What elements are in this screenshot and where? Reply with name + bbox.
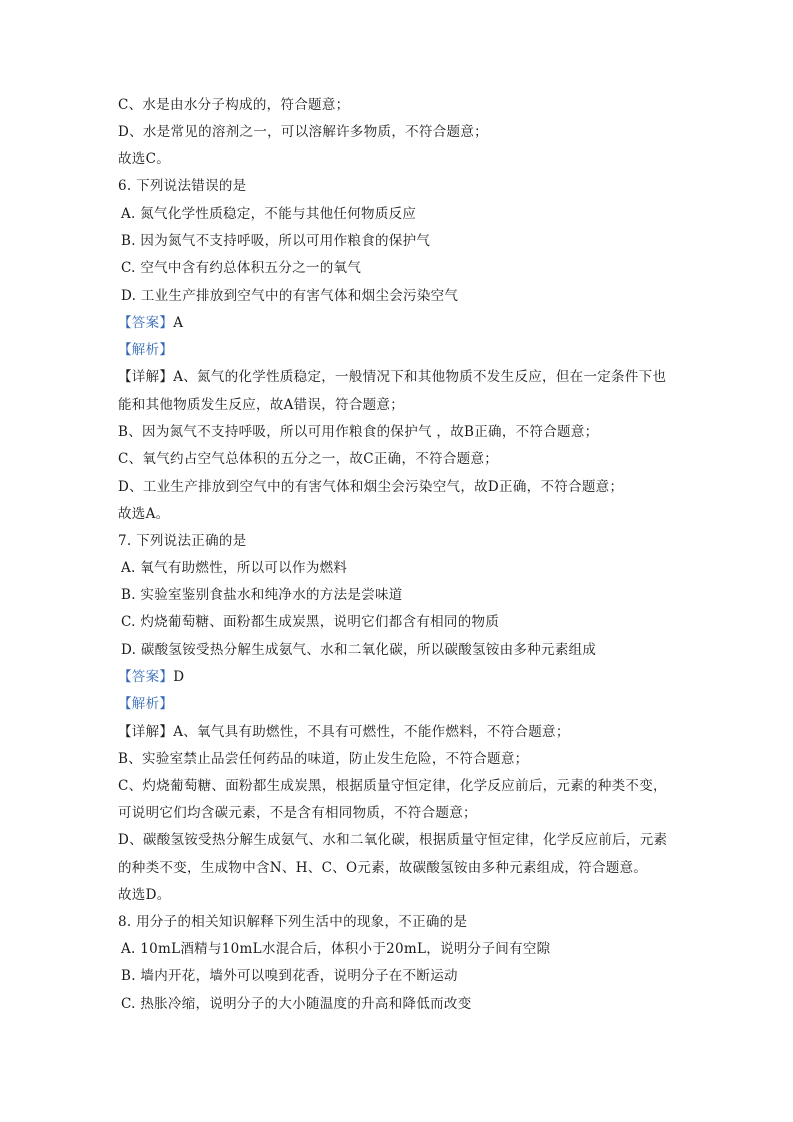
question-6-option-b: B. 因为氮气不支持呼吸，所以可用作粮食的保护气 xyxy=(121,233,431,249)
question-8-option-a: A. 10mL酒精与10mL水混合后，体积小于20mL，说明分子间有空隙 xyxy=(121,941,551,957)
question-8-stem: 8. 用分子的相关知识解释下列生活中的现象，不正确的是 xyxy=(118,914,468,930)
question-6-stem: 6. 下列说法错误的是 xyxy=(118,178,247,194)
analysis-line xyxy=(118,694,173,714)
explanation-tag: 【详解】 xyxy=(118,724,174,740)
explanation-text: A、氧气具有助燃性，不具有可燃性，不能作燃料，不符合题意； xyxy=(173,724,570,740)
question-6-option-c: C. 空气中含有约总体积五分之一的氧气 xyxy=(121,260,362,276)
text-line: C、氧气约占空气总体积的五分之一，故C正确，不符合题意； xyxy=(118,451,499,467)
text-line: 故选C。 xyxy=(118,151,171,167)
text-line: B、实验室禁止品尝任何药品的味道，防止发生危险，不符合题意； xyxy=(118,751,529,767)
explanation-tag: 【详解】 xyxy=(118,369,174,385)
text-line: C、水是由水分子构成的，符合题意； xyxy=(118,97,350,113)
text-line: B、因为氮气不支持呼吸，所以可用作粮食的保护气 ，故B正确，不符合题意； xyxy=(118,424,599,440)
question-7-option-c: C. 灼烧葡萄糖、面粉都生成炭黑，说明它们都含有相同的物质 xyxy=(121,614,500,630)
text-line: D、工业生产排放到空气中的有害气体和烟尘会污染空气，故D正确，不符合题意； xyxy=(118,479,624,495)
question-7-stem: 7. 下列说法正确的是 xyxy=(118,533,247,549)
question-7-option-a: A. 氧气有助燃性，所以可以作为燃料 xyxy=(121,560,348,576)
question-8-option-b: B. 墙内开花，墙外可以嗅到花香，说明分子在不断运动 xyxy=(121,968,458,984)
text-line: 能和其他物质发生反应，故A错误，符合题意； xyxy=(118,397,405,413)
text-line: C、灼烧葡萄糖、面粉都生成炭黑，根据质量守恒定律，化学反应前后，元素的种类不变， xyxy=(118,778,667,794)
text-line: 故选D。 xyxy=(118,887,171,903)
text-line: D、碳酸氢铵受热分解生成氨气、水和二氧化碳，根据质量守恒定律，化学反应前后，元素 xyxy=(118,832,668,848)
text-line: 故选A。 xyxy=(118,506,170,522)
analysis-tag: 【解析】 xyxy=(118,342,174,358)
answer-value: D xyxy=(173,669,185,685)
question-8-option-c: C. 热胀冷缩，说明分子的大小随温度的升高和降低而改变 xyxy=(121,996,472,1012)
answer-tag: 【答案】 xyxy=(118,669,174,685)
analysis-tag: 【解析】 xyxy=(118,696,174,712)
explanation-line xyxy=(118,367,666,387)
explanation-text: A、氮气的化学性质稳定，一般情况下和其他物质不发生反应，但在一定条件下也 xyxy=(173,369,667,385)
question-6-option-a: A. 氮气化学性质稳定，不能与其他任何物质反应 xyxy=(121,206,417,222)
text-line: 可说明它们均含碳元素，不是含有相同物质，不符合题意； xyxy=(118,805,477,821)
answer-value: A xyxy=(173,315,184,331)
answer-line xyxy=(118,667,184,687)
text-line: D、水是常见的溶剂之一，可以溶解许多物质，不符合题意； xyxy=(118,124,488,140)
analysis-line xyxy=(118,340,173,360)
answer-tag: 【答案】 xyxy=(118,315,174,331)
question-7-option-b: B. 实验室鉴别食盐水和纯净水的方法是尝味道 xyxy=(121,587,403,603)
answer-line xyxy=(118,313,183,333)
question-7-option-d: D. 碳酸氢铵受热分解生成氨气、水和二氧化碳，所以碳酸氢铵由多种元素组成 xyxy=(121,642,597,658)
text-line: 的种类不变，生成物中含N、H、C、O元素，故碳酸氢铵由多种元素组成，符合题意。 xyxy=(118,860,648,876)
explanation-line xyxy=(118,722,570,742)
question-6-option-d: D. 工业生产排放到空气中的有害气体和烟尘会污染空气 xyxy=(121,288,459,304)
